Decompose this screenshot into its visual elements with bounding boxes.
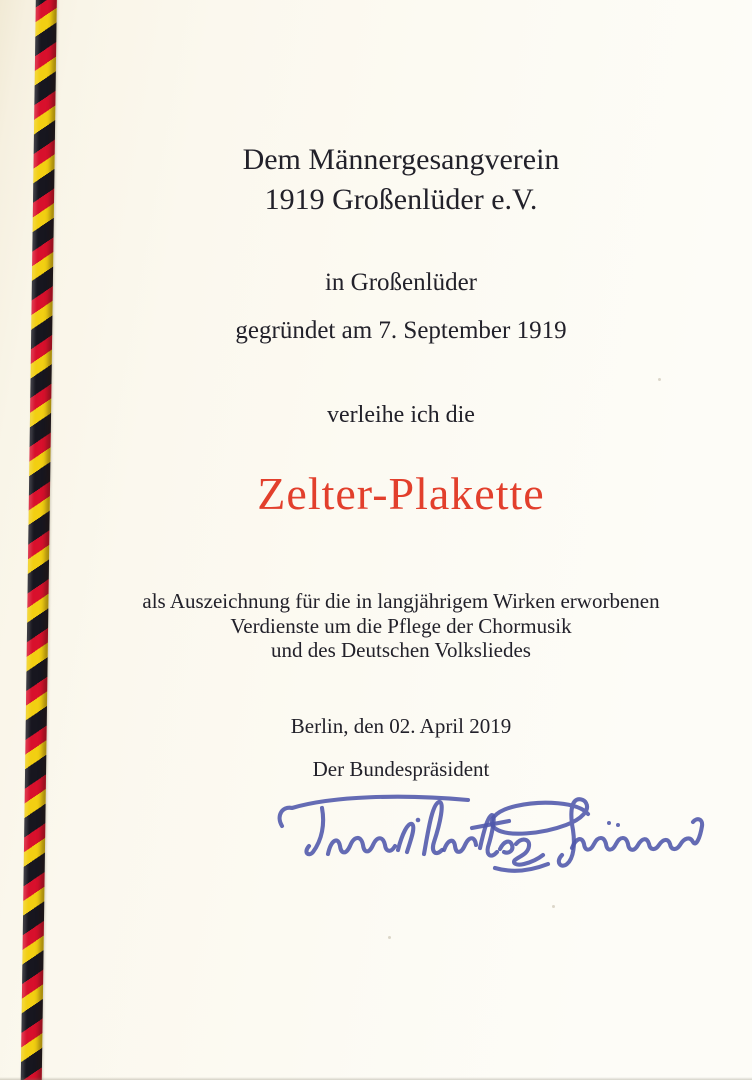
signer-title: Der Bundespräsident [312,757,490,781]
certificate-content [50,0,752,1080]
recipient-location: in Großenlüder [324,269,478,296]
founding-date-line: gegründet am 7. September 1919 [235,317,567,344]
award-title: Zelter-Plakette [257,468,545,519]
recipient-name-line2: 1919 Großenlüder e.V. [264,183,538,216]
award-intro-line: verleihe ich die [327,402,475,428]
scan-speck [658,378,661,381]
citation-line1: als Auszeichnung für die in langjährigem Wirken erworbenen [142,589,660,613]
signature-ink-icon [272,786,708,886]
signature-frank-walter-steinmeier [272,786,708,886]
citation-line2: Verdienste um die Pflege der Chormusik [230,613,572,638]
place-and-date-line: Berlin, den 02. April 2019 [290,714,512,738]
scan-speck [552,905,555,908]
citation-line3: und des Deutschen Volksliedes [271,638,531,662]
recipient-name-line1: Dem Männergesangverein [242,143,560,176]
citation-text [50,589,752,663]
scan-speck [388,936,391,939]
recipient-name [50,140,752,220]
